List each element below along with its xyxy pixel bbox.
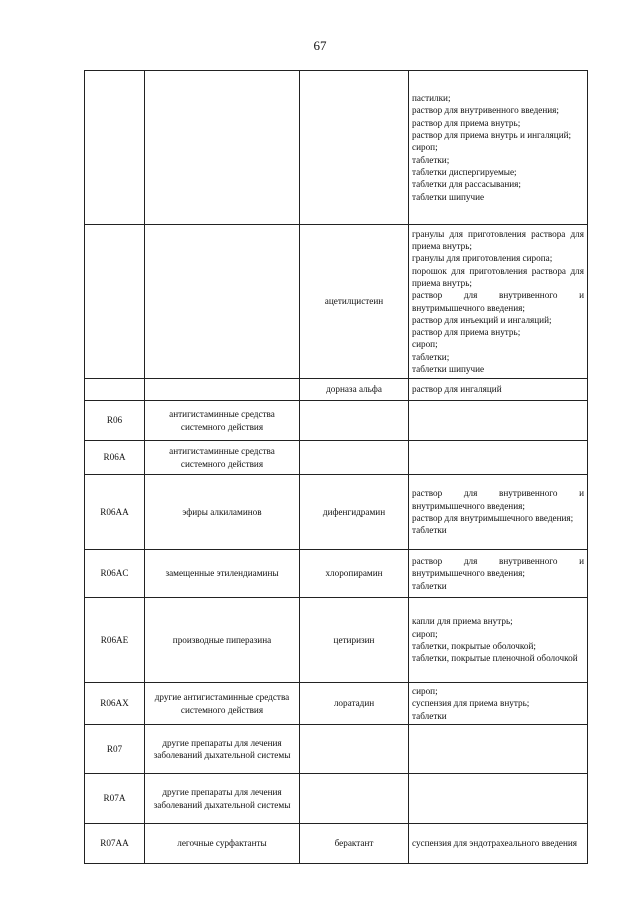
substance-cell: лоратадин (300, 683, 409, 725)
group-name-cell: легочные сурфактанты (145, 824, 300, 864)
dosage-form-item: таблетки, покрытые пленочной оболочкой (412, 653, 578, 664)
atc-code-cell: R07A (85, 774, 145, 824)
group-name-cell: производные пиперазина (145, 598, 300, 683)
substance-cell (300, 725, 409, 774)
dosage-form-item: суспензия для эндотрахеального введения (412, 838, 578, 849)
dosage-form-item: раствор для внутримышечного введения; (412, 513, 574, 523)
dosage-form-item: таблетки диспергируемые; (412, 166, 517, 177)
table-row (85, 441, 588, 475)
substance-cell: дорназа альфа (300, 379, 409, 401)
dosage-form-item: таблетки шипучие (412, 191, 485, 202)
page-number: 67 (313, 38, 327, 53)
group-name-cell (145, 71, 300, 225)
dosage-form-item: таблетки; (412, 351, 450, 362)
table-row (85, 774, 588, 824)
dosage-forms-cell (409, 441, 588, 475)
dosage-form-item: таблетки (412, 580, 447, 591)
dosage-form-item: раствор для внутривенного и внутримышечного введения; (412, 488, 584, 511)
table-row (85, 725, 588, 774)
group-name-cell: антигистаминные средства системного действия (145, 441, 300, 475)
atc-code-cell: R06 (85, 401, 145, 441)
substance-cell: ацетилцистеин (300, 225, 409, 379)
table-row (85, 598, 588, 683)
table-row (85, 550, 588, 598)
dosage-form-item: таблетки шипучие (412, 363, 485, 374)
substance-cell: цетиризин (300, 598, 409, 683)
dosage-forms-cell (409, 401, 588, 441)
dosage-form-item: таблетки для рассасывания; (412, 179, 521, 190)
dosage-form-item: порошок для приготовления раствора для приема внутрь; (412, 265, 584, 288)
dosage-form-item: капли для приема внутрь; (412, 616, 513, 627)
substance-cell: хлоропирамин (300, 550, 409, 598)
dosage-forms-cell (409, 225, 588, 379)
dosage-form-item: раствор для приема внутрь и ингаляций; (412, 130, 572, 141)
dosage-form-item: суспензия для приема внутрь; (412, 698, 530, 709)
dosage-form-item: раствор для инъекций и ингаляций; (412, 314, 552, 325)
substance-cell: берактант (300, 824, 409, 864)
dosage-form-item: сироп; (412, 686, 438, 697)
drug-table (84, 70, 588, 864)
dosage-form-item: таблетки; (412, 154, 450, 165)
dosage-form-item: таблетки, покрытые оболочкой; (412, 641, 536, 651)
dosage-forms-cell (409, 683, 588, 725)
group-name-cell: другие препараты для лечения заболеваний дыхательной системы (145, 725, 300, 774)
group-name-cell: антигистаминные средства системного действия (145, 401, 300, 441)
dosage-forms-cell (409, 824, 588, 864)
atc-code-cell: R06A (85, 441, 145, 475)
atc-code-cell: R07 (85, 725, 145, 774)
group-name-cell: другие антигистаминные средства системного действия (145, 683, 300, 725)
table-row (85, 401, 588, 441)
dosage-form-item: раствор для приема внутрь; (412, 327, 521, 338)
table-row (85, 225, 588, 379)
dosage-form-item: сироп; (412, 628, 438, 639)
dosage-form-item: раствор для ингаляций (412, 384, 502, 395)
substance-cell: дифенгидрамин (300, 475, 409, 550)
dosage-forms-cell (409, 725, 588, 774)
substance-cell (300, 441, 409, 475)
dosage-form-item: гранулы для приготовления раствора для приема внутрь; (412, 228, 584, 252)
dosage-form-item: раствор для внутривенного и внутримышечного введения; (412, 556, 584, 579)
table-row (85, 824, 588, 864)
dosage-forms-cell (409, 598, 588, 683)
atc-code-cell: R06AA (85, 475, 145, 550)
substance-cell (300, 71, 409, 225)
substance-cell (300, 401, 409, 441)
group-name-cell: другие препараты для лечения заболеваний дыхательной системы (145, 774, 300, 824)
atc-code-cell: R06AC (85, 550, 145, 598)
table-body (85, 71, 588, 864)
dosage-form-item: сироп; (412, 142, 438, 153)
dosage-forms-cell (409, 774, 588, 824)
atc-code-cell (85, 71, 145, 225)
dosage-form-item: гранулы для приготовления сиропа; (412, 253, 553, 264)
substance-cell (300, 774, 409, 824)
dosage-forms-cell (409, 379, 588, 401)
table-row (85, 683, 588, 725)
dosage-form-item: сироп; (412, 339, 438, 350)
table-row (85, 379, 588, 401)
atc-code-cell (85, 379, 145, 401)
atc-code-cell: R06AE (85, 598, 145, 683)
dosage-forms-cell (409, 71, 588, 225)
group-name-cell: эфиры алкиламинов (145, 475, 300, 550)
group-name-cell (145, 225, 300, 379)
dosage-form-item: пастилки; (412, 93, 451, 104)
dosage-forms-cell (409, 475, 588, 550)
group-name-cell: замещенные этилендиамины (145, 550, 300, 598)
table-row (85, 475, 588, 550)
table-row (85, 71, 588, 225)
dosage-form-item: раствор для приема внутрь; (412, 117, 521, 128)
dosage-forms-cell (409, 550, 588, 598)
dosage-form-item: раствор для внутривенного введения; (412, 105, 559, 116)
dosage-form-item: таблетки (412, 525, 447, 536)
atc-code-cell: R07AA (85, 824, 145, 864)
group-name-cell (145, 379, 300, 401)
dosage-form-item: раствор для внутривенного и внутримышечного введения; (412, 290, 584, 313)
atc-code-cell: R06AX (85, 683, 145, 725)
dosage-form-item: таблетки (412, 710, 447, 721)
atc-code-cell (85, 225, 145, 379)
